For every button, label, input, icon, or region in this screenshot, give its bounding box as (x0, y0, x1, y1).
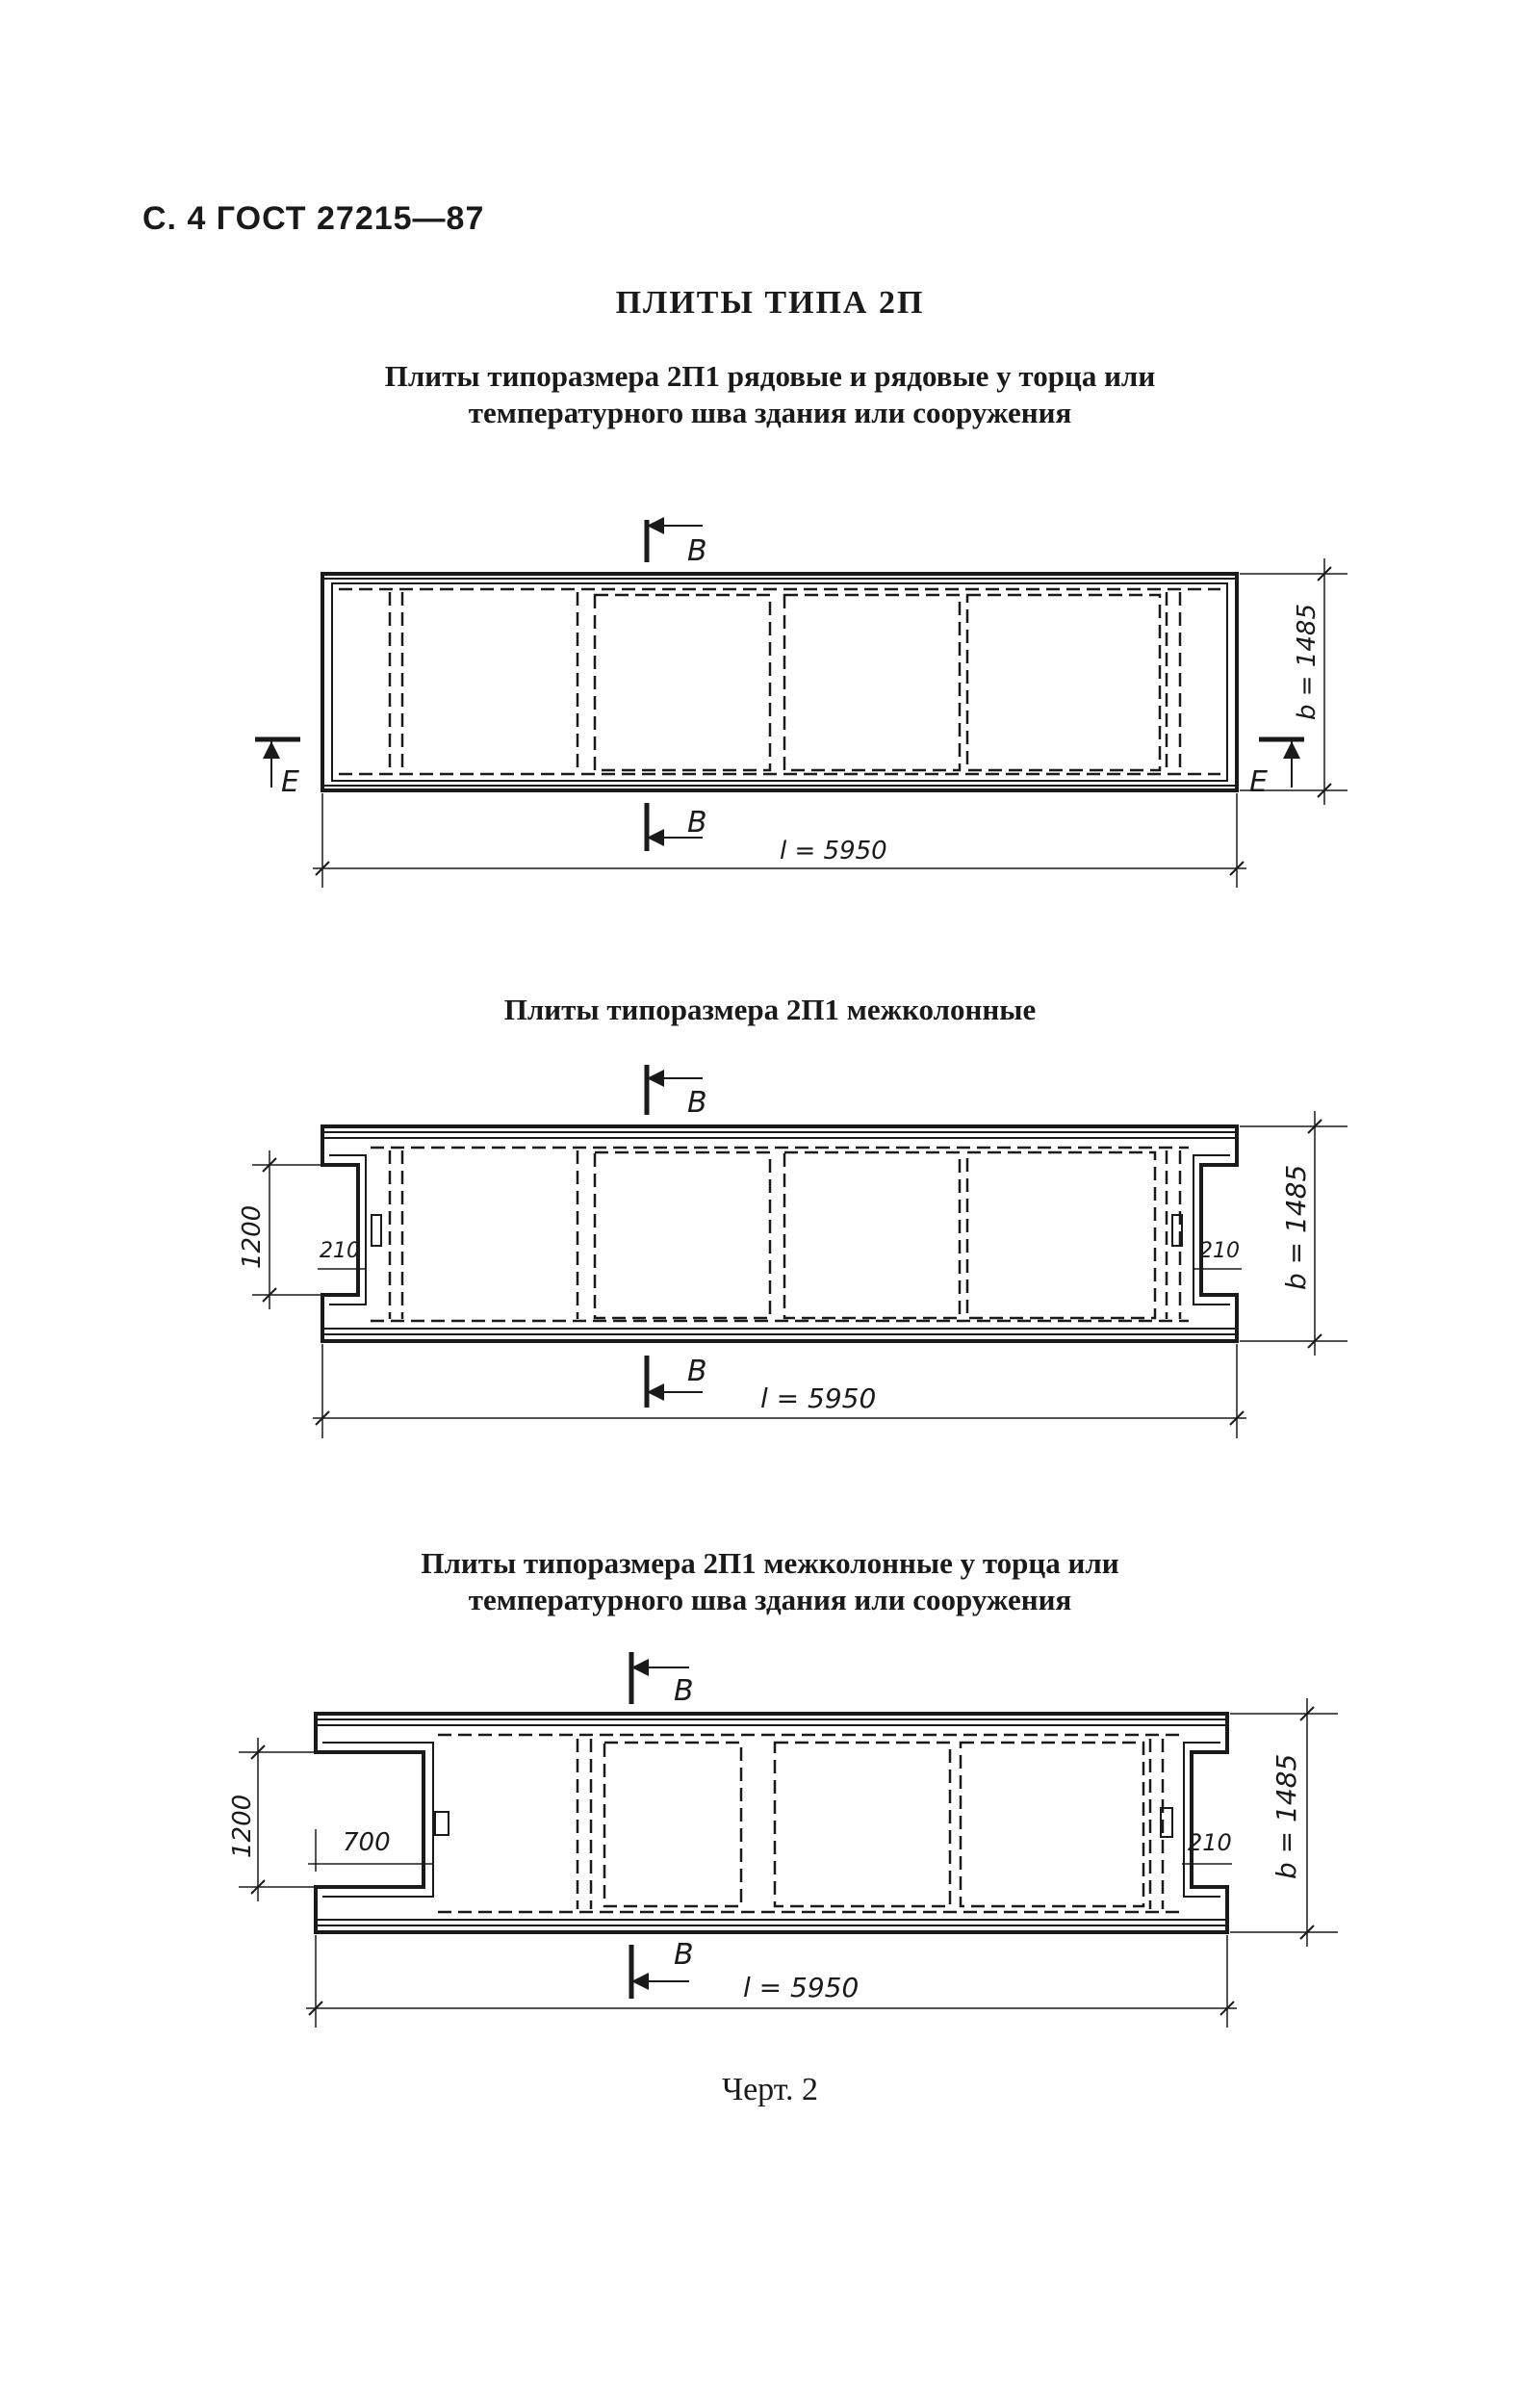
page-title: ПЛИТЫ ТИПА 2П (615, 285, 925, 321)
figure-caption: Черт. 2 (721, 2072, 819, 2107)
drawing-2-dim-length (313, 1344, 1246, 1438)
drawing-1-b-label-top: В (687, 534, 707, 568)
drawing-2-cutout-left-label: 210 (320, 1239, 360, 1263)
drawing-2-caption-line1: Плиты типоразмера 2П1 межколонные (503, 993, 1037, 1026)
drawing-3-plate (316, 1714, 1227, 1932)
drawing-1-length-label: l = 5950 (780, 837, 887, 866)
drawing-3-dim-cutout-height (228, 1738, 424, 1901)
drawing-2-plate (322, 1126, 1237, 1341)
drawing-2-section-b-bottom (647, 1355, 707, 1408)
drawing-2-dim-cutout-height (238, 1150, 358, 1309)
drawing-3-b-label-top: В (674, 1674, 694, 1708)
drawing-2-ribs (390, 1150, 1180, 1319)
drawing-1-section-e-left (255, 739, 300, 799)
drawing-2-embed-left (372, 1215, 381, 1246)
drawing-3-cutout-height-label: 1200 (228, 1794, 257, 1858)
drawing-1-b-label-bottom: В (687, 806, 707, 840)
drawing-3-b-label-bottom: В (674, 1938, 694, 1972)
drawing-1-e-label-right: Е (1249, 765, 1268, 799)
drawing-2-dim-width (1240, 1111, 1348, 1356)
drawing-1-caption-line1: Плиты типоразмера 2П1 рядовые и рядовые у торца или (384, 359, 1156, 393)
drawing-3-caption-line1: Плиты типоразмера 2П1 межколонные у торца или (421, 1546, 1119, 1580)
drawing-3-dim-length (306, 1935, 1237, 2028)
drawing-3-caption-line2: температурного шва здания или сооружения (468, 1583, 1072, 1616)
page-header: С. 4 ГОСТ 27215—87 (142, 200, 485, 237)
drawing-2-cutout-right-label: 210 (1199, 1239, 1240, 1263)
drawing-3-width-label: b = 1485 (1270, 1753, 1302, 1879)
drawing-3-cutout-left-label: 700 (343, 1828, 391, 1857)
drawing-1-width-label: b = 1485 (1293, 604, 1322, 720)
drawing-3-dim-cutout-right (1182, 1829, 1232, 1864)
drawing-1-e-label-left: Е (281, 765, 299, 799)
drawing-1-plate (322, 574, 1237, 790)
drawing-3-dim-cutout-left (308, 1828, 433, 1872)
drawing-2-b-label-bottom: В (687, 1355, 707, 1388)
drawing-1-section-b-bottom (647, 803, 707, 851)
drawing-3-embed-left (435, 1812, 449, 1835)
drawing-1-dim-length (313, 793, 1246, 888)
drawing-3-ribs (578, 1739, 1163, 1909)
drawing-2-section-b-top (647, 1065, 707, 1120)
drawing-1-ribs (390, 592, 1180, 772)
drawing-3-section-b-bottom (631, 1938, 694, 1999)
drawing-3-length-label: l = 5950 (743, 1972, 860, 2003)
drawing-2-length-label: l = 5950 (760, 1382, 877, 1414)
drawing-2-b-label-top: В (687, 1086, 707, 1120)
drawing-1-caption-line2: температурного шва здания или сооружения (468, 396, 1072, 429)
drawing-2-width-label: b = 1485 (1280, 1164, 1312, 1290)
drawing-3-section-b-top (631, 1652, 694, 1708)
drawing-3-dim-width (1230, 1698, 1338, 1947)
drawing-2-cutout-height-label: 1200 (238, 1204, 267, 1269)
drawing-1-section-b-top (647, 520, 707, 568)
drawing-3-cutout-right-label: 210 (1188, 1829, 1232, 1856)
